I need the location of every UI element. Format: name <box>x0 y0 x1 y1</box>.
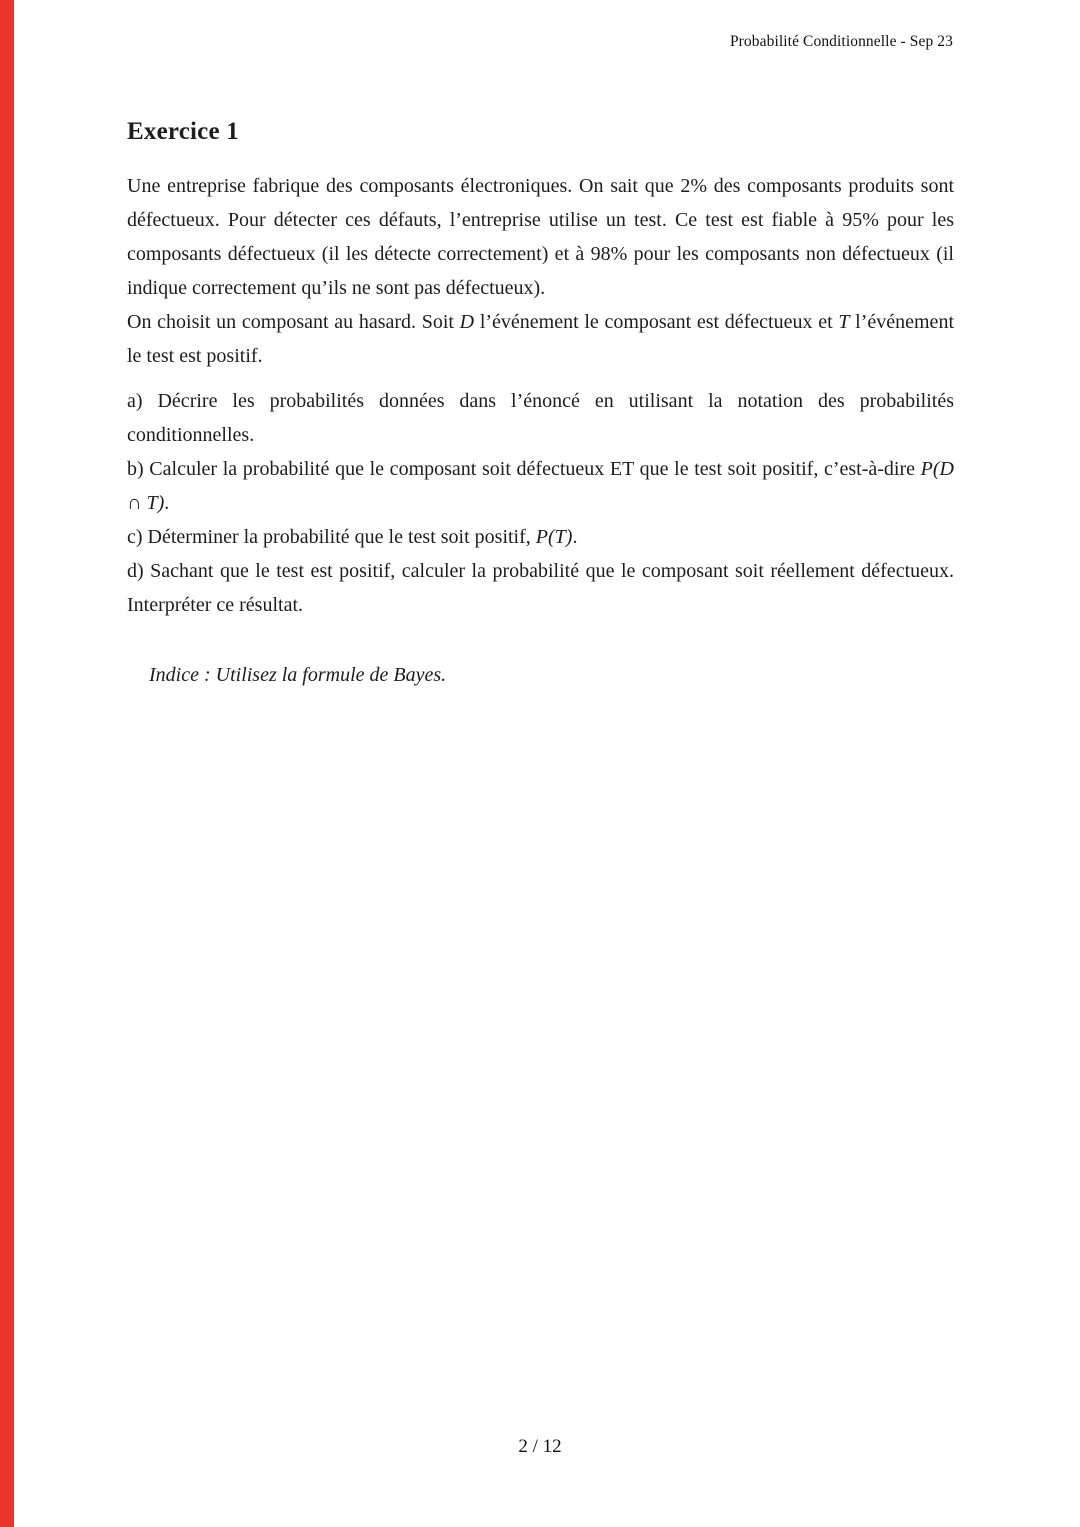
test-specificity-value: 98% <box>590 243 628 265</box>
statement-text: pour les composants non défectueux (il indique correctement qu’ils ne sont pas défectueux). <box>127 243 954 299</box>
question-c-suffix: . <box>572 526 578 548</box>
document-header: Probabilité Conditionnelle - Sep 23 <box>729 33 953 50</box>
test-sensitivity-value: 95% <box>842 209 879 231</box>
problem-statement <box>127 169 954 373</box>
statement-text: l’événement le composant est défectueux et <box>474 311 839 333</box>
question-b <box>127 452 954 520</box>
question-c-text: c) Déterminer la probabilité que le test soit positif, <box>127 526 536 548</box>
formula-p-t: P(T) <box>535 526 573 548</box>
question-b-text: b) Calculer la probabilité que le composant soit défectueux ET que le test soit positif, c’est-à-dire <box>127 458 921 480</box>
question-d <box>127 554 954 622</box>
event-t-symbol: T <box>838 311 850 333</box>
statement-text: On choisit un composant au hasard. Soit <box>127 311 460 333</box>
question-b-suffix: . <box>164 492 170 514</box>
document-body <box>127 0 954 692</box>
defective-rate-value: 2% <box>680 175 708 197</box>
statement-text: pour les composants défectueux (il les détecte correctement) et à <box>127 209 954 265</box>
statement-text: l’événement le test est positif. <box>127 311 954 367</box>
statement-text: Une entreprise fabrique des composants électroniques. On sait que <box>127 175 681 197</box>
formula-p-d-inter-t: P(D ∩ T) <box>127 458 954 514</box>
statement-paragraph-1 <box>127 169 954 305</box>
exercise-title: Exercice 1 <box>127 118 239 145</box>
question-d-text: d) Sachant que le test est positif, calculer la probabilité que le composant soit réellement défectueux. Interpréter ce résultat. <box>127 560 954 616</box>
left-margin-stripe <box>0 0 14 1527</box>
hint-text: Indice : Utilisez la formule de Bayes. <box>149 664 447 686</box>
event-d-symbol: D <box>459 311 475 333</box>
statement-paragraph-2 <box>127 305 954 373</box>
page-number: 2 / 12 <box>518 1436 562 1457</box>
question-a-text: a) Décrire les probabilités données dans l’énoncé en utilisant la notation des probabilités conditionnelles. <box>127 390 954 446</box>
statement-text: des composants produits sont défectueux. Pour détecter ces défauts, l’entreprise utilise un test. Ce test est fiable à <box>127 175 954 231</box>
question-a <box>127 384 954 452</box>
question-list <box>127 384 954 622</box>
question-c <box>127 520 954 554</box>
